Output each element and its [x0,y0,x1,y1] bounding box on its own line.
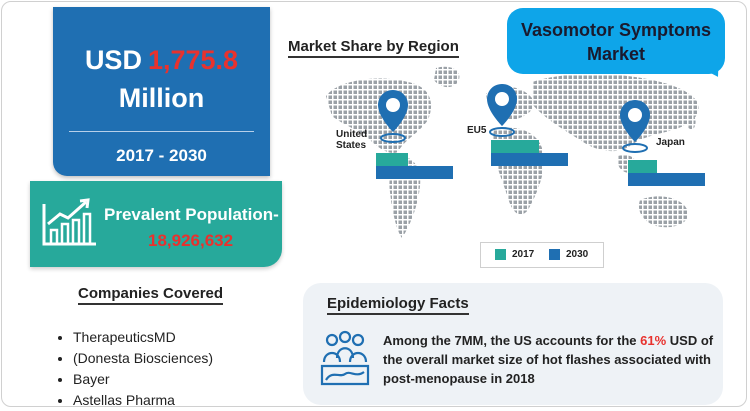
population-label: Prevalent Population- [104,205,279,224]
region-label-united-states: United States [336,129,368,151]
bar-united-states-2030 [376,166,453,179]
prevalent-population-card [30,181,282,267]
location-pin-icon [618,98,652,154]
chart-legend [480,242,604,268]
location-pin-icon [485,82,519,138]
currency-label: USD [84,45,142,75]
location-pin-icon [376,88,410,144]
market-size-unit: Million [118,83,205,113]
divider [69,131,254,132]
companies-list [55,327,213,411]
legend-label-2017: 2017 [512,249,535,260]
market-size-number: 1,775.8 [147,45,239,75]
legend-swatch-2017 [495,249,506,260]
fact-text-start: Among the 7MM, the US accounts for the [383,333,641,348]
population-value: 18,926,632 [148,231,234,250]
people-group-icon [318,330,372,386]
report-title-line1: Vasomotor Symptoms [520,20,712,40]
report-title-line2: Market [586,44,646,64]
bar-japan-2030 [628,173,705,186]
forecast-period: 2017 - 2030 [116,146,207,165]
epidemiology-title: Epidemiology Facts [327,295,469,315]
companies-title: Companies Covered [78,285,223,305]
growth-chart-icon [38,196,100,252]
market-size-card [53,7,270,176]
list-item: • TherapeuticsMD [73,327,213,348]
bar-japan-2017 [628,160,657,173]
list-item: • Astellas Pharma [73,390,213,411]
legend-label-2030: 2030 [566,249,589,260]
region-label-eu5: EU5 [467,125,487,136]
market-share-title: Market Share by Region [288,38,459,58]
epidemiology-fact [383,331,718,388]
bar-united-states-2017 [376,153,408,166]
region-label-japan: Japan [656,137,685,148]
fact-text-end: USD of the overall market size of hot flashes associated with post-menopause in 2018 [383,333,714,386]
legend-swatch-2030 [549,249,560,260]
list-item: • Bayer [73,369,213,390]
market-size-value [53,45,270,76]
fact-highlight: 61% [640,333,667,348]
list-item: • (Donesta Biosciences) [73,348,213,369]
report-title-bubble [507,8,725,74]
bar-eu5-2030 [491,153,568,166]
bar-eu5-2017 [491,140,539,153]
